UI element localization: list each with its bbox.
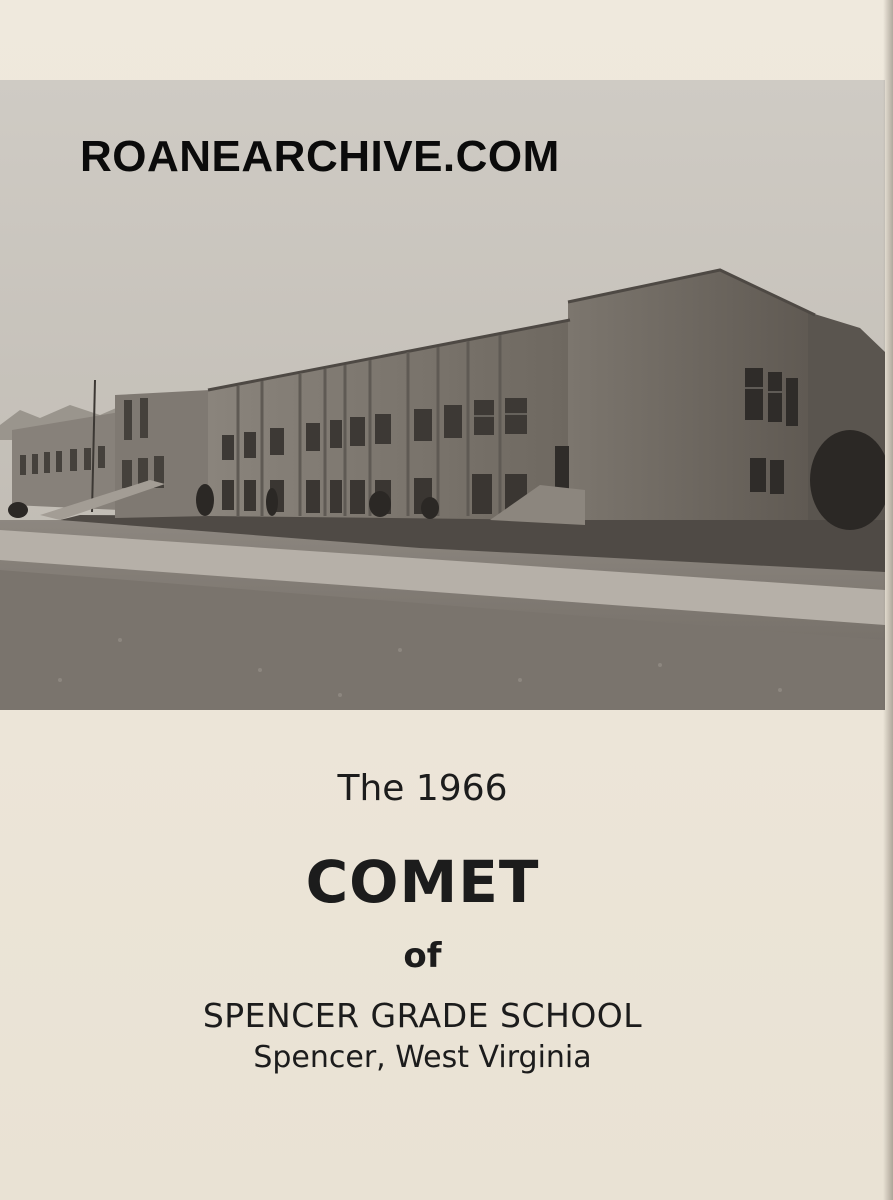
cover-location: Spencer, West Virginia [253,1040,592,1075]
cover-of-line: of [403,936,442,976]
watermark-text: ROANEARCHIVE.COM [80,132,560,181]
cover-school-name: SPENCER GRADE SCHOOL [202,996,643,1035]
cover-title: COMET [305,848,540,916]
cover-year-line: The 1966 [337,768,508,809]
